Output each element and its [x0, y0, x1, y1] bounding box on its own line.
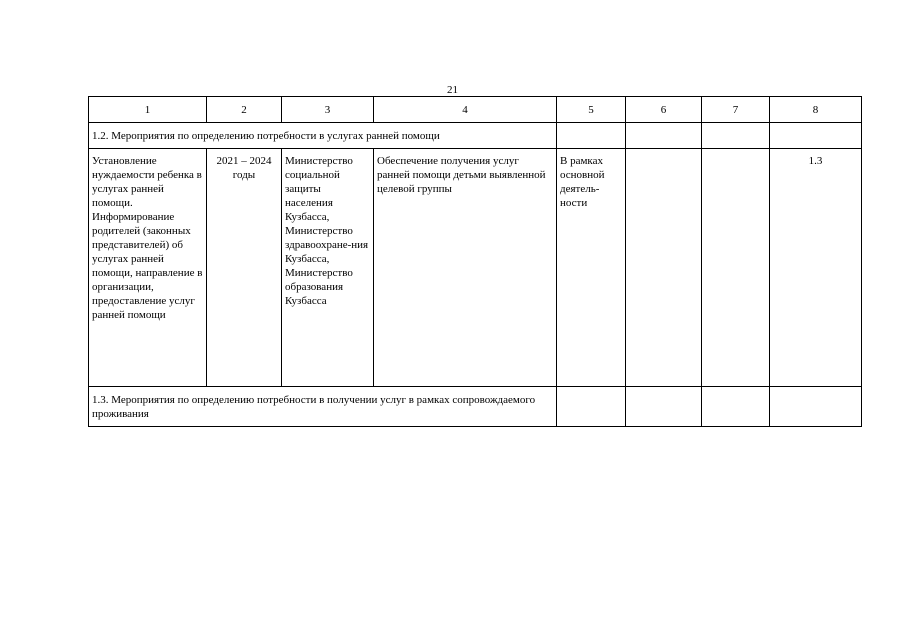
cell-col7 — [702, 149, 770, 387]
section-row-1-2 — [89, 123, 862, 149]
measure-description: Установление нуждаемости ребенка в услугах ранней помощи. Информирование родителей (законных представителей) об услугах ранней помощи, направление в организации, предоставление услуг ранней помощи — [89, 149, 207, 387]
period-cell: 2021 – 2024 годы — [207, 149, 282, 387]
indicator-cell: 1.3 — [770, 149, 862, 387]
section-row-1-3 — [89, 387, 862, 427]
section-cell-6 — [626, 123, 702, 149]
section-title-1-3: 1.3. Мероприятия по определению потребности в получении услуг в рамках сопровождаемого проживания — [89, 387, 557, 427]
column-header-4: 4 — [374, 97, 557, 123]
section-cell-8 — [770, 123, 862, 149]
section-cell-7 — [702, 387, 770, 427]
column-header-5: 5 — [557, 97, 626, 123]
section-cell-5 — [557, 387, 626, 427]
column-header-7: 7 — [702, 97, 770, 123]
result-cell: Обеспечение получения услуг ранней помощи детьми выявленной целевой группы — [374, 149, 557, 387]
page-number: 21 — [447, 84, 458, 96]
column-header-8: 8 — [770, 97, 862, 123]
section-cell-5 — [557, 123, 626, 149]
funding-cell: В рамках основной деятель-ности — [557, 149, 626, 387]
section-cell-6 — [626, 387, 702, 427]
responsible-cell: Министерство социальной защиты населения Кузбасса, Министерство здравоохране-ния Кузбасса, Министерство образования Кузбасса — [282, 149, 374, 387]
cell-col6 — [626, 149, 702, 387]
section-cell-7 — [702, 123, 770, 149]
section-title-1-2: 1.2. Мероприятия по определению потребности в услугах ранней помощи — [89, 123, 557, 149]
header-row — [89, 97, 862, 123]
column-header-3: 3 — [282, 97, 374, 123]
column-header-1: 1 — [89, 97, 207, 123]
table-row — [89, 149, 862, 387]
column-header-6: 6 — [626, 97, 702, 123]
column-header-2: 2 — [207, 97, 282, 123]
section-cell-8 — [770, 387, 862, 427]
measures-table — [88, 96, 862, 427]
